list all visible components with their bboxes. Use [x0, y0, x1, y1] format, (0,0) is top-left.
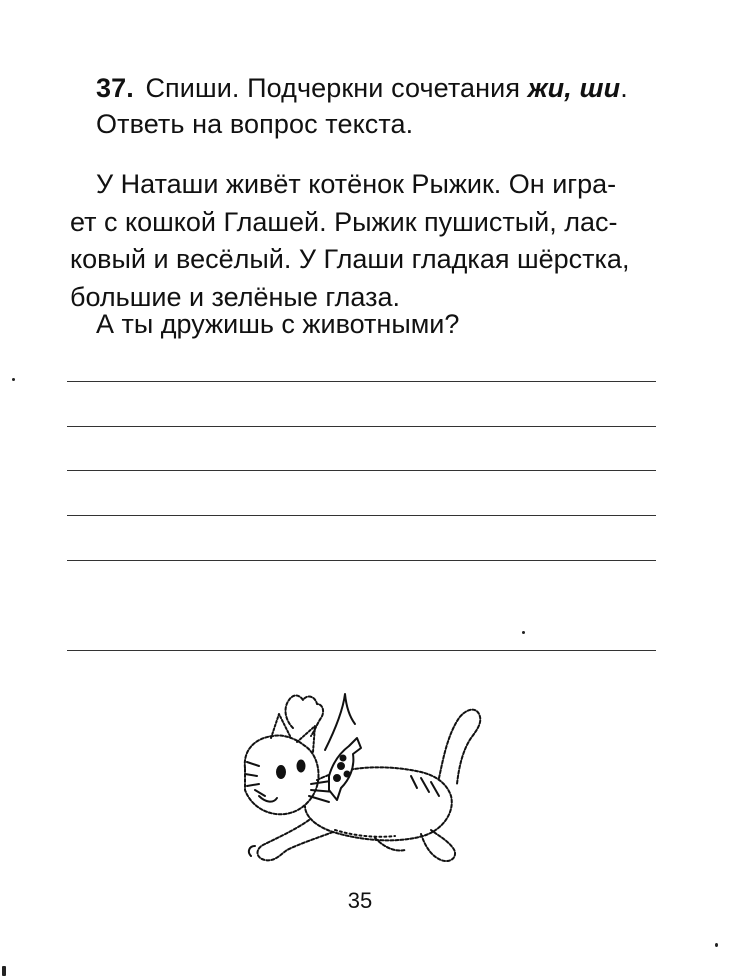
combo-zhi: жи,	[527, 73, 572, 103]
task-number: 37.	[96, 73, 134, 103]
page-number: 35	[347, 888, 373, 913]
scan-speck	[522, 631, 525, 634]
answer-line[interactable]	[67, 426, 656, 427]
task-text-after: . Ответь на вопрос текста.	[96, 73, 628, 139]
scan-speck	[12, 378, 15, 381]
answer-line[interactable]	[67, 470, 656, 471]
story-text	[70, 166, 670, 316]
story-line: У Наташи живёт котёнок Рыжик. Он игра-	[96, 169, 617, 199]
scan-speck	[715, 943, 718, 947]
answer-line[interactable]	[67, 560, 656, 561]
story-line: ковый и весёлый. У Глаши гладкая шёрстка,	[70, 244, 630, 274]
kitten-with-candy-illustration	[225, 680, 515, 880]
scan-speck	[2, 966, 6, 976]
answer-line[interactable]	[67, 515, 656, 516]
question-text: А ты дружишь с животными?	[96, 309, 460, 339]
task-instruction	[96, 70, 676, 142]
combo-shi: ши	[579, 73, 621, 103]
task-text-before: Спиши. Подчеркни сочетания	[137, 73, 528, 103]
answer-line[interactable]	[67, 381, 656, 382]
answer-line[interactable]	[67, 650, 656, 651]
story-line: ет с кошкой Глашей. Рыжик пушистый, лас-	[70, 206, 618, 237]
story-line: большие и зелёные глаза.	[70, 281, 400, 312]
